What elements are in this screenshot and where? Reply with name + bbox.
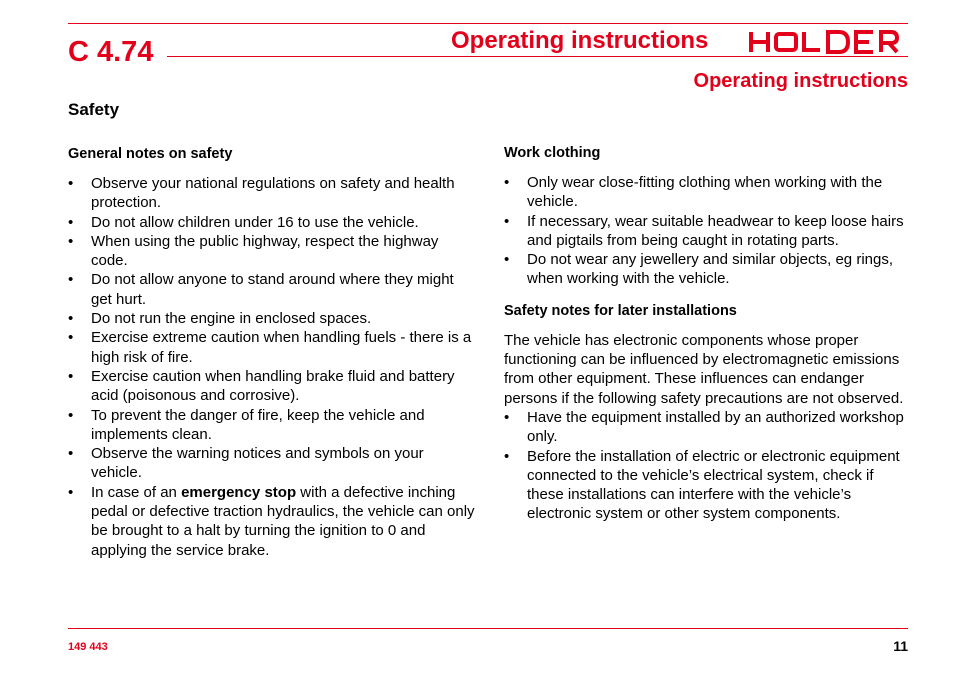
section-heading: Safety bbox=[68, 100, 120, 119]
list-item: • Do not allow children under 16 to use the vehicle. bbox=[68, 213, 419, 231]
footer-rule bbox=[68, 628, 908, 629]
list-item: • Do not run the engine in enclosed spaces. bbox=[68, 310, 372, 328]
later-installations-list bbox=[504, 408, 912, 524]
list-item: • When using the public highway, respect the highway code. bbox=[68, 232, 439, 270]
general-notes-list bbox=[68, 174, 478, 560]
list-item: • Exercise extreme caution when handling fuels - there is a high risk of fire. bbox=[68, 329, 472, 366]
right-column bbox=[504, 144, 912, 524]
list-item: • Do not wear any jewellery and similar objects, eg rings, when working with the vehicle. bbox=[504, 251, 893, 288]
list-item: • If necessary, wear suitable headwear to keep loose hairs and pigtails from being caught in rotating parts. bbox=[504, 212, 904, 249]
list-item: • Have the equipment installed by an authorized workshop only. bbox=[504, 408, 904, 446]
list-item: • Observe the warning notices and symbols on your vehicle. bbox=[68, 445, 424, 482]
document-number: 149 443 bbox=[68, 641, 108, 653]
list-item: • To prevent the danger of fire, keep the vehicle and implements clean. bbox=[68, 406, 425, 443]
holder-logo-icon bbox=[748, 30, 900, 54]
list-item: • Do not allow anyone to stand around where they might get hurt. bbox=[68, 271, 454, 308]
section-code: C 4.74 bbox=[68, 36, 154, 68]
list-item: • Exercise caution when handling brake fluid and battery acid (poisonous and corrosive). bbox=[68, 367, 455, 405]
page-number: 11 bbox=[893, 638, 908, 654]
list-item-emergency-stop: • In case of an emergency stop with a defective inching pedal or defective traction hydraulics, the vehicle can only be brought to a halt by turning the ignition to 0 and applying the service brake. bbox=[68, 483, 475, 559]
general-notes-heading: General notes on safety bbox=[68, 146, 233, 162]
holder-logo bbox=[748, 30, 900, 59]
list-item: • Before the installation of electric or electronic equipment connected to the vehicle’s electrical system, check if these installations can interfere with the vehicle’s electronic system or other system components. bbox=[504, 447, 900, 523]
list-item: • Only wear close-fitting clothing when working with the vehicle. bbox=[504, 174, 883, 211]
header-title: Operating instructions bbox=[451, 27, 709, 54]
work-clothing-list bbox=[504, 173, 912, 289]
list-item: • Observe your national regulations on safety and health protection. bbox=[68, 175, 455, 212]
page-subtitle: Operating instructions bbox=[693, 70, 908, 92]
later-installations-paragraph: The vehicle has electronic components whose proper functioning can be influenced by electromagnetic emissions from other equipment. These influences can endanger persons if the following safety precautions are not observed. bbox=[504, 331, 904, 407]
header-rule-top bbox=[68, 23, 908, 24]
work-clothing-heading: Work clothing bbox=[504, 145, 601, 161]
emergency-stop-term: emergency stop bbox=[181, 483, 297, 501]
left-column bbox=[68, 145, 478, 560]
later-installations-heading: Safety notes for later installations bbox=[504, 302, 737, 319]
